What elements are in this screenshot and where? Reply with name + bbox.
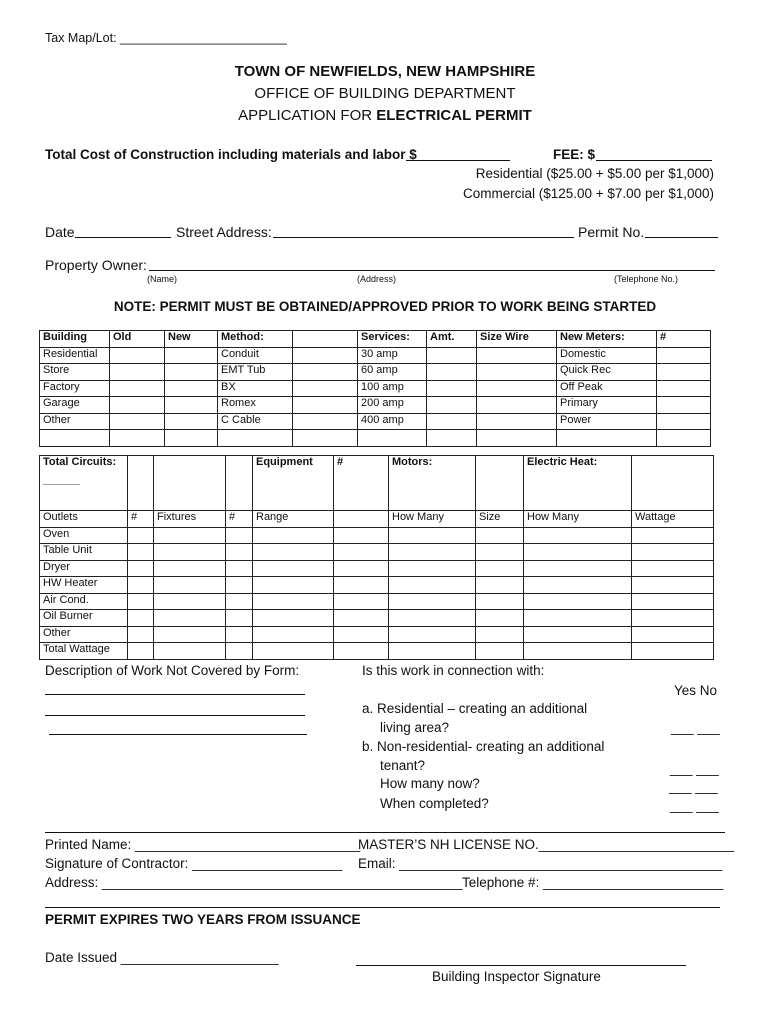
method-type: BX [218, 380, 293, 397]
motors-how-many-label: How Many [389, 511, 476, 528]
cell[interactable] [154, 544, 226, 561]
table-row [40, 643, 714, 660]
table-row [40, 397, 711, 414]
office-title: OFFICE OF BUILDING DEPARTMENT [254, 85, 516, 102]
equipment-row-label: Dryer [40, 560, 128, 577]
amt-cell[interactable] [427, 397, 477, 414]
cell[interactable] [226, 544, 253, 561]
cell[interactable] [389, 527, 476, 544]
old-cell[interactable] [110, 430, 165, 447]
when-completed-label: When completed? [380, 796, 489, 811]
heat-how-many-label: How Many [524, 511, 632, 528]
method-type: Conduit [218, 347, 293, 364]
cell[interactable] [226, 643, 253, 660]
col-meter-count: # [657, 331, 711, 348]
amt-cell[interactable] [427, 430, 477, 447]
cell[interactable] [389, 560, 476, 577]
section-divider [45, 832, 725, 833]
cell[interactable] [253, 577, 334, 594]
new-cell[interactable] [165, 430, 218, 447]
electric-heat-blank-cell[interactable] [632, 456, 714, 511]
method-cell[interactable] [293, 347, 358, 364]
application-title [0, 107, 770, 124]
option-a-line1: a. Residential – creating an additional [362, 701, 588, 716]
cell[interactable] [334, 544, 389, 561]
equipment-row-label: Oven [40, 527, 128, 544]
cell[interactable] [476, 626, 524, 643]
building-type: Residential [40, 347, 110, 364]
equipment-row-label: Other [40, 626, 128, 643]
amt-cell[interactable] [427, 347, 477, 364]
description-label: Description of Work Not Covered by Form: [45, 663, 300, 678]
cell[interactable] [524, 560, 632, 577]
cell[interactable] [389, 577, 476, 594]
cell[interactable] [226, 577, 253, 594]
col-new: New [165, 331, 218, 348]
method-type [218, 430, 293, 447]
cell[interactable] [226, 593, 253, 610]
application-permit-type: ELECTRICAL PERMIT [376, 107, 532, 124]
old-cell[interactable] [110, 380, 165, 397]
size-wire-cell[interactable] [477, 413, 557, 430]
date-input[interactable] [75, 224, 171, 238]
circuits-blank-cell[interactable] [154, 456, 226, 511]
how-many-now-label: How many now? [380, 776, 480, 791]
service-type: 30 amp [358, 347, 427, 364]
building-type: Factory [40, 380, 110, 397]
motors-size-label: Size [476, 511, 524, 528]
option-a-line2: living area? [380, 720, 450, 735]
cell[interactable] [226, 527, 253, 544]
table-row [40, 380, 711, 397]
permit-expires-note: PERMIT EXPIRES TWO YEARS FROM ISSUANCE [45, 912, 361, 927]
date-label: Date [45, 224, 75, 240]
cell[interactable] [632, 610, 714, 627]
owner-address-hint: (Address) [357, 274, 397, 284]
cell[interactable] [334, 626, 389, 643]
service-type: 200 amp [358, 397, 427, 414]
inspector-signature-line[interactable] [356, 965, 686, 966]
fee-input[interactable] [596, 147, 712, 161]
col-method-blank [293, 331, 358, 348]
cell[interactable] [476, 544, 524, 561]
heat-wattage-label: Wattage [632, 511, 714, 528]
owner-phone-hint: (Telephone No.) [614, 274, 679, 284]
cell[interactable] [226, 610, 253, 627]
option-b-yes-no[interactable]: ___ ___ [670, 761, 719, 776]
option-b-line2: tenant? [380, 758, 426, 773]
street-address-label: Street Address: [176, 224, 272, 240]
description-line-2[interactable] [45, 715, 305, 716]
connection-question: Is this work in connection with: [362, 663, 545, 678]
cell[interactable] [154, 527, 226, 544]
range-count-cell[interactable] [334, 511, 389, 528]
residential-rate: Residential ($25.00 + $5.00 per $1,000) [475, 166, 714, 181]
method-cell[interactable] [293, 364, 358, 381]
new-cell[interactable] [165, 364, 218, 381]
service-type: 400 amp [358, 413, 427, 430]
size-wire-cell[interactable] [477, 364, 557, 381]
commercial-rate: Commercial ($125.00 + $7.00 per $1,000) [462, 186, 714, 201]
cell[interactable] [389, 643, 476, 660]
meter-type: Domestic [557, 347, 657, 364]
cell[interactable] [334, 610, 389, 627]
cell[interactable] [154, 610, 226, 627]
permit-no-label: Permit No. [578, 224, 645, 240]
cell[interactable] [128, 577, 154, 594]
cost-input[interactable] [406, 147, 510, 161]
circuits-count-cell[interactable] [128, 456, 154, 511]
method-cell[interactable] [293, 397, 358, 414]
circuits-blank-cell[interactable] [226, 456, 253, 511]
new-cell[interactable] [165, 380, 218, 397]
cell[interactable] [154, 626, 226, 643]
cell[interactable] [476, 527, 524, 544]
cost-label: Total Cost of Construction including materials and labor $ [45, 147, 417, 162]
total-circuits-label: Total Circuits: [43, 456, 117, 468]
col-old: Old [110, 331, 165, 348]
outlets-count-label: # [128, 511, 154, 528]
cell[interactable] [632, 544, 714, 561]
cell[interactable] [476, 643, 524, 660]
meter-count-cell[interactable] [657, 364, 711, 381]
meter-type [557, 430, 657, 447]
yes-no-header: Yes No [674, 683, 718, 698]
cell[interactable] [253, 560, 334, 577]
meter-type: Off Peak [557, 380, 657, 397]
method-type: Romex [218, 397, 293, 414]
town-title: TOWN OF NEWFIELDS, NEW HAMPSHIRE [234, 63, 536, 80]
fixtures-count-label: # [226, 511, 253, 528]
cell[interactable] [128, 593, 154, 610]
meter-type: Primary [557, 397, 657, 414]
application-prefix: APPLICATION FOR [238, 107, 373, 124]
cell[interactable] [334, 560, 389, 577]
table-row [40, 577, 714, 594]
cell[interactable] [476, 593, 524, 610]
building-type: Garage [40, 397, 110, 414]
cell[interactable] [524, 626, 632, 643]
cell[interactable] [632, 560, 714, 577]
motors-header: Motors: [389, 456, 476, 511]
col-services: Services: [358, 331, 427, 348]
building-type [40, 430, 110, 447]
property-owner-input[interactable] [149, 257, 715, 271]
new-cell[interactable] [165, 397, 218, 414]
cell[interactable] [632, 643, 714, 660]
license-field[interactable]: MASTER’S NH LICENSE NO.__________________________ [358, 837, 734, 852]
cell[interactable] [632, 577, 714, 594]
motors-blank-cell[interactable] [476, 456, 524, 511]
range-label: Range [253, 511, 334, 528]
cell[interactable] [154, 593, 226, 610]
street-address-input[interactable] [273, 224, 574, 238]
cell[interactable] [253, 527, 334, 544]
option-b-line1: b. Non-residential- creating an additional [362, 739, 605, 754]
size-wire-cell[interactable] [477, 397, 557, 414]
new-cell[interactable] [165, 413, 218, 430]
cell[interactable] [154, 560, 226, 577]
cell[interactable] [253, 626, 334, 643]
service-type [358, 430, 427, 447]
table-row [40, 626, 714, 643]
table-row [40, 347, 711, 364]
building-type: Store [40, 364, 110, 381]
section-divider [45, 907, 720, 908]
meter-type: Quick Rec [557, 364, 657, 381]
meter-count-cell[interactable] [657, 347, 711, 364]
meter-count-cell[interactable] [657, 397, 711, 414]
cell[interactable] [476, 560, 524, 577]
table-row [40, 610, 714, 627]
equipment-row-label: Oil Burner [40, 610, 128, 627]
cell[interactable] [226, 560, 253, 577]
fee-label: FEE: $ [553, 147, 596, 162]
electric-heat-header: Electric Heat: [524, 456, 632, 511]
method-type: C Cable [218, 413, 293, 430]
cell[interactable] [524, 643, 632, 660]
cell[interactable] [632, 527, 714, 544]
address-field[interactable]: Address: ________________________________________________ [45, 875, 463, 890]
cell[interactable] [128, 544, 154, 561]
cell[interactable] [632, 626, 714, 643]
table-row [40, 527, 714, 544]
method-cell[interactable] [293, 430, 358, 447]
telephone-field[interactable]: Telephone #: ________________________ [462, 875, 724, 890]
cell[interactable] [154, 643, 226, 660]
building-type: Other [40, 413, 110, 430]
cell[interactable] [389, 544, 476, 561]
equipment-row-label: Air Cond. [40, 593, 128, 610]
table-row [40, 430, 711, 447]
cell[interactable] [524, 527, 632, 544]
table-row [40, 413, 711, 430]
cell[interactable] [476, 610, 524, 627]
cell[interactable] [334, 577, 389, 594]
permit-note: NOTE: PERMIT MUST BE OBTAINED/APPROVED PRIOR TO WORK BEING STARTED [113, 299, 657, 314]
old-cell[interactable] [110, 397, 165, 414]
meter-count-cell[interactable] [657, 413, 711, 430]
description-line-1[interactable] [45, 694, 305, 695]
cell[interactable] [128, 626, 154, 643]
table-row [40, 544, 714, 561]
table-row [40, 364, 711, 381]
total-circuits-cell[interactable] [40, 456, 128, 511]
cell[interactable] [253, 643, 334, 660]
cell[interactable] [524, 610, 632, 627]
owner-name-hint: (Name) [147, 274, 178, 284]
when-completed-blank[interactable]: ___ ___ [670, 798, 719, 813]
equipment-row-label: HW Heater [40, 577, 128, 594]
old-cell[interactable] [110, 364, 165, 381]
amt-cell[interactable] [427, 380, 477, 397]
cell[interactable] [334, 593, 389, 610]
cell[interactable] [226, 626, 253, 643]
service-type: 100 amp [358, 380, 427, 397]
cell[interactable] [524, 544, 632, 561]
printed-name-field[interactable]: Printed Name: ______________________________ [45, 837, 361, 852]
amt-cell[interactable] [427, 413, 477, 430]
cell[interactable] [253, 544, 334, 561]
services-header-row [40, 331, 711, 348]
equipment-row-label: Total Wattage [40, 643, 128, 660]
inspector-signature-label: Building Inspector Signature [432, 969, 601, 984]
old-cell[interactable] [110, 413, 165, 430]
cell[interactable] [253, 610, 334, 627]
size-wire-cell[interactable] [477, 380, 557, 397]
cell[interactable] [524, 593, 632, 610]
table-row [40, 593, 714, 610]
col-amt: Amt. [427, 331, 477, 348]
cell[interactable] [128, 527, 154, 544]
circuits-table [39, 455, 714, 660]
cell[interactable] [334, 527, 389, 544]
tax-map-field[interactable]: Tax Map/Lot: ________________________ [45, 31, 287, 45]
size-wire-cell[interactable] [477, 347, 557, 364]
circuits-subheader-row [40, 511, 714, 528]
table-row [40, 560, 714, 577]
property-owner-label: Property Owner: [45, 257, 147, 273]
fixtures-label: Fixtures [154, 511, 226, 528]
new-cell[interactable] [165, 347, 218, 364]
col-building: Building [40, 331, 110, 348]
outlets-label: Outlets [40, 511, 128, 528]
amt-cell[interactable] [427, 364, 477, 381]
cell[interactable] [389, 610, 476, 627]
option-a-yes-no[interactable]: ___ ___ [671, 720, 720, 735]
cell[interactable] [632, 593, 714, 610]
cell[interactable] [524, 577, 632, 594]
cell[interactable] [389, 626, 476, 643]
services-table [39, 330, 711, 447]
total-circuits-blank: ______ [43, 474, 80, 486]
col-method: Method: [218, 331, 293, 348]
cell[interactable] [128, 643, 154, 660]
circuits-header-row [40, 456, 714, 511]
date-issued-field[interactable]: Date Issued _____________________ [45, 950, 279, 965]
description-line-3[interactable] [49, 734, 307, 735]
cell[interactable] [334, 643, 389, 660]
method-cell[interactable] [293, 380, 358, 397]
meter-count-cell[interactable] [657, 430, 711, 447]
cell[interactable] [154, 577, 226, 594]
permit-no-input[interactable] [645, 224, 718, 238]
email-field[interactable]: Email: ___________________________________________ [358, 856, 723, 871]
cell[interactable] [389, 593, 476, 610]
meter-type: Power [557, 413, 657, 430]
method-cell[interactable] [293, 413, 358, 430]
service-type: 60 amp [358, 364, 427, 381]
equipment-count-header: # [334, 456, 389, 511]
method-type: EMT Tub [218, 364, 293, 381]
cell[interactable] [253, 593, 334, 610]
cell[interactable] [128, 610, 154, 627]
how-many-now-blank[interactable]: ___ ___ [669, 779, 718, 794]
size-wire-cell[interactable] [477, 430, 557, 447]
old-cell[interactable] [110, 347, 165, 364]
cell[interactable] [128, 560, 154, 577]
col-new-meters: New Meters: [557, 331, 657, 348]
col-size-wire: Size Wire [477, 331, 557, 348]
meter-count-cell[interactable] [657, 380, 711, 397]
cell[interactable] [476, 577, 524, 594]
equipment-row-label: Table Unit [40, 544, 128, 561]
contractor-signature-field[interactable]: Signature of Contractor: ____________________ [45, 856, 343, 871]
equipment-header: Equipment [253, 456, 334, 511]
